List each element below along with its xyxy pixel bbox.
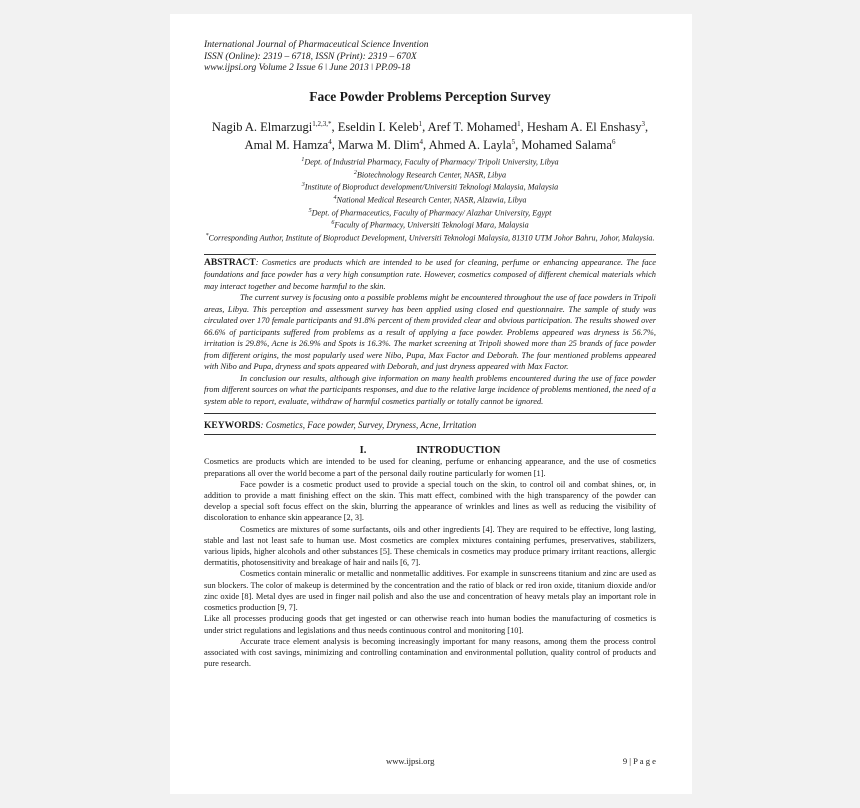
author-affiliation-marker: 4 [419, 137, 424, 146]
paper-content [204, 40, 656, 669]
journal-issn: ISSN (Online): 2319 – 6718, ISSN (Print): 2319 – 670X [204, 51, 417, 62]
keywords-bottom-rule [204, 434, 656, 435]
affiliation-line [204, 218, 656, 231]
author-affiliation-marker: 6 [611, 137, 616, 146]
author-affiliation-marker: 1,2,3,* [312, 119, 332, 128]
author-affiliation-marker: 4 [328, 137, 332, 146]
affiliation-marker: * [205, 233, 209, 240]
affiliation-marker: 5 [308, 207, 312, 214]
author-name: , Marwa M. Dlim [331, 137, 420, 152]
affiliation-marker: 3 [301, 182, 305, 189]
footer-page-number: 9 | P a g e [622, 756, 656, 766]
affiliation-marker: 4 [333, 195, 337, 202]
body-paragraph: Like all processes producing goods that get ingested or can otherwise reach into human bodies the manufacturing of cosmetics is under strict regulations and legislations and thus needs continuous control and monitoring [10]. [204, 614, 656, 635]
keywords [204, 418, 656, 431]
affiliation-line [204, 231, 656, 244]
author-name: , Eseldin I. Keleb [331, 119, 419, 134]
affiliation-text: National Medical Research Center, NASR, Alzawia, Libya [336, 195, 527, 205]
abstract-label: ABSTRACT [204, 257, 256, 268]
affiliation-text: Biotechnology Research Center, NASR, Libya [356, 170, 507, 180]
abstract-paragraph-3: In conclusion our results, although give information on many health problems encountered during the use of face powder from different sources on what the participants responses, and due to the relative large incidence of problems mentioned, the need of a system able to report, evaluate, withdraw of harmful cosmetics partially or totally cannot be ignored. [204, 373, 656, 406]
affiliation-list [204, 155, 656, 244]
abstract-bottom-rule [204, 413, 656, 414]
journal-header [204, 40, 656, 75]
keywords-text: : Cosmetics, Face powder, Survey, Dryness, Acne, Irritation [260, 420, 477, 431]
affiliation-marker: 6 [331, 220, 335, 227]
section-number: I. [359, 445, 367, 457]
abstract-top-rule [204, 254, 656, 255]
affiliation-marker: 2 [353, 169, 357, 176]
journal-name: International Journal of Pharmaceutical Science Invention [204, 40, 429, 50]
author-list [204, 117, 656, 153]
affiliation-text: Corresponding Author, Institute of Bioproduct Development, Universiti Teknologi Malaysia, 81310 UTM Johor Bahru, Johor, Malaysia. [208, 233, 655, 243]
affiliation-text: Institute of Bioproduct development/Universiti Teknologi Malaysia, Malaysia [304, 183, 559, 193]
abstract-paragraph-2: The current survey is focusing onto a possible problems might be encountered throughout the use of face powders in Tripoli areas, Libya. This perception and assessment survey has been applied using closed end questionnaire. The sample of study was circulated over 170 female participants and 91.8% percent of them provided clear and obvious participation. The results showed over 66.6% of participants suffered from problems as a result of applying a face powder. Problems appeared was dryness is 56.7%, irritation is 29.8%, Acne is 26.9% and Spots is 16.3%. The market screening at Tripoli showed more than 25 brands of face powder from different origins, the most popularly used were Nibo, Pupa, Max Factor and Deborah. The four mentioned problems appeared with Nibo and Pupa, dryness and spots appeared with Deborah, and just dryness appeared with Max Factor. [204, 293, 656, 372]
keywords-label: KEYWORDS [204, 421, 261, 432]
abstract-paragraph-1: : Cosmetics are products which are intended to be used for cleaning, perfume or enhancing appearance. The face foundations and face powder has a very high consumption rate. However, cosmetics composed of different chemical materials which may interact together and become harmful to the skin. [204, 257, 656, 291]
section-heading [204, 445, 656, 456]
author-affiliation-marker: 5 [511, 137, 516, 146]
body-paragraph: Cosmetics are products which are intended to be used for cleaning, perfume or enhancing appearance, and the use of cosmetics preparations all over the world become a part of the personal daily routine particularly for women [1]. [204, 457, 656, 478]
body-paragraph: Cosmetics are mixtures of some surfactants, oils and other ingredients [4]. They are required to be effective, long lasting, stable and last not least safe to human use. Most cosmetics are complex mixtures containing perfumes, preservatives, stabilizers, various lipids, higher alcohols and other substances [5]. These chemicals in cosmetics may produce primary irritant reactions, allergic dermatitis, photosensitivity and breakage of hair and nails [6, 7]. [204, 524, 656, 568]
author-name: , Aref T. Mohamed [422, 119, 518, 134]
author-affiliation-marker: 1 [418, 119, 423, 128]
footer-url: www.ijpsi.org [386, 756, 435, 766]
author-name: , Hesham A. El Enshasy [520, 119, 642, 134]
abstract [204, 257, 656, 408]
author-name: , Ahmed A. Layla [423, 137, 512, 152]
body-paragraph: Face powder is a cosmetic product used to provide a special touch on the skin, to control oil and combat shines, or, in addition to provide a matt finishing effect on the skin. This matt effect, combined with the high transparency of the powder can develop a special soft focus effect on the skin, blurring the appearance of wrinkles and lines as well as reducing the visibility of discoloration to enhance skin appearance [2, 3]. [204, 479, 656, 523]
author-affiliation-marker: 3 [641, 119, 645, 128]
journal-volume: www.ijpsi.org Volume 2 Issue 6 ǀ June 2013 ǀ PP.09-18 [204, 63, 411, 73]
affiliation-line [204, 155, 656, 168]
affiliation-marker: 1 [301, 156, 305, 163]
affiliation-text: Dept. of Pharmaceutics, Faculty of Pharmacy/ Alazhar University, Egypt [311, 208, 552, 218]
paper-title: Face Powder Problems Perception Survey [309, 88, 551, 104]
author-name: Nagib A. Elmarzugi [211, 119, 313, 134]
author-name: , Amal M. Hamza [244, 119, 649, 152]
affiliation-text: Faculty of Pharmacy, Universiti Teknologi Mara, Malaysia [334, 221, 529, 231]
affiliation-line [204, 168, 656, 181]
section-title: INTRODUCTION [416, 445, 501, 457]
affiliation-line [204, 206, 656, 219]
body-paragraph: Accurate trace element analysis is becoming increasingly important for many reasons, among them the process control associated with cost savings, minimizing and controlling contamination and environmental pollution, quality control of products and pure research. [204, 636, 656, 669]
author-name: , Mohamed Salama [515, 137, 612, 152]
affiliation-line [204, 193, 656, 206]
affiliation-line [204, 180, 656, 193]
author-affiliation-marker: 1 [517, 119, 521, 128]
body-text [204, 456, 656, 669]
body-paragraph: Cosmetics contain mineralic or metallic and nonmetallic additives. For example in sunscreens titanium and zinc are used as sun blockers. The color of makeup is determined by the concentration and the ratio of black or red iron oxide, titanium dioxide and/or zinc oxide [8]. Metal dyes are used in finger nail polish and also the use and concentration of heavy metals play an important role in cosmetics production [9, 7]. [204, 569, 656, 613]
affiliation-text: Dept. of Industrial Pharmacy, Faculty of Pharmacy/ Tripoli University, Libya [304, 157, 559, 167]
